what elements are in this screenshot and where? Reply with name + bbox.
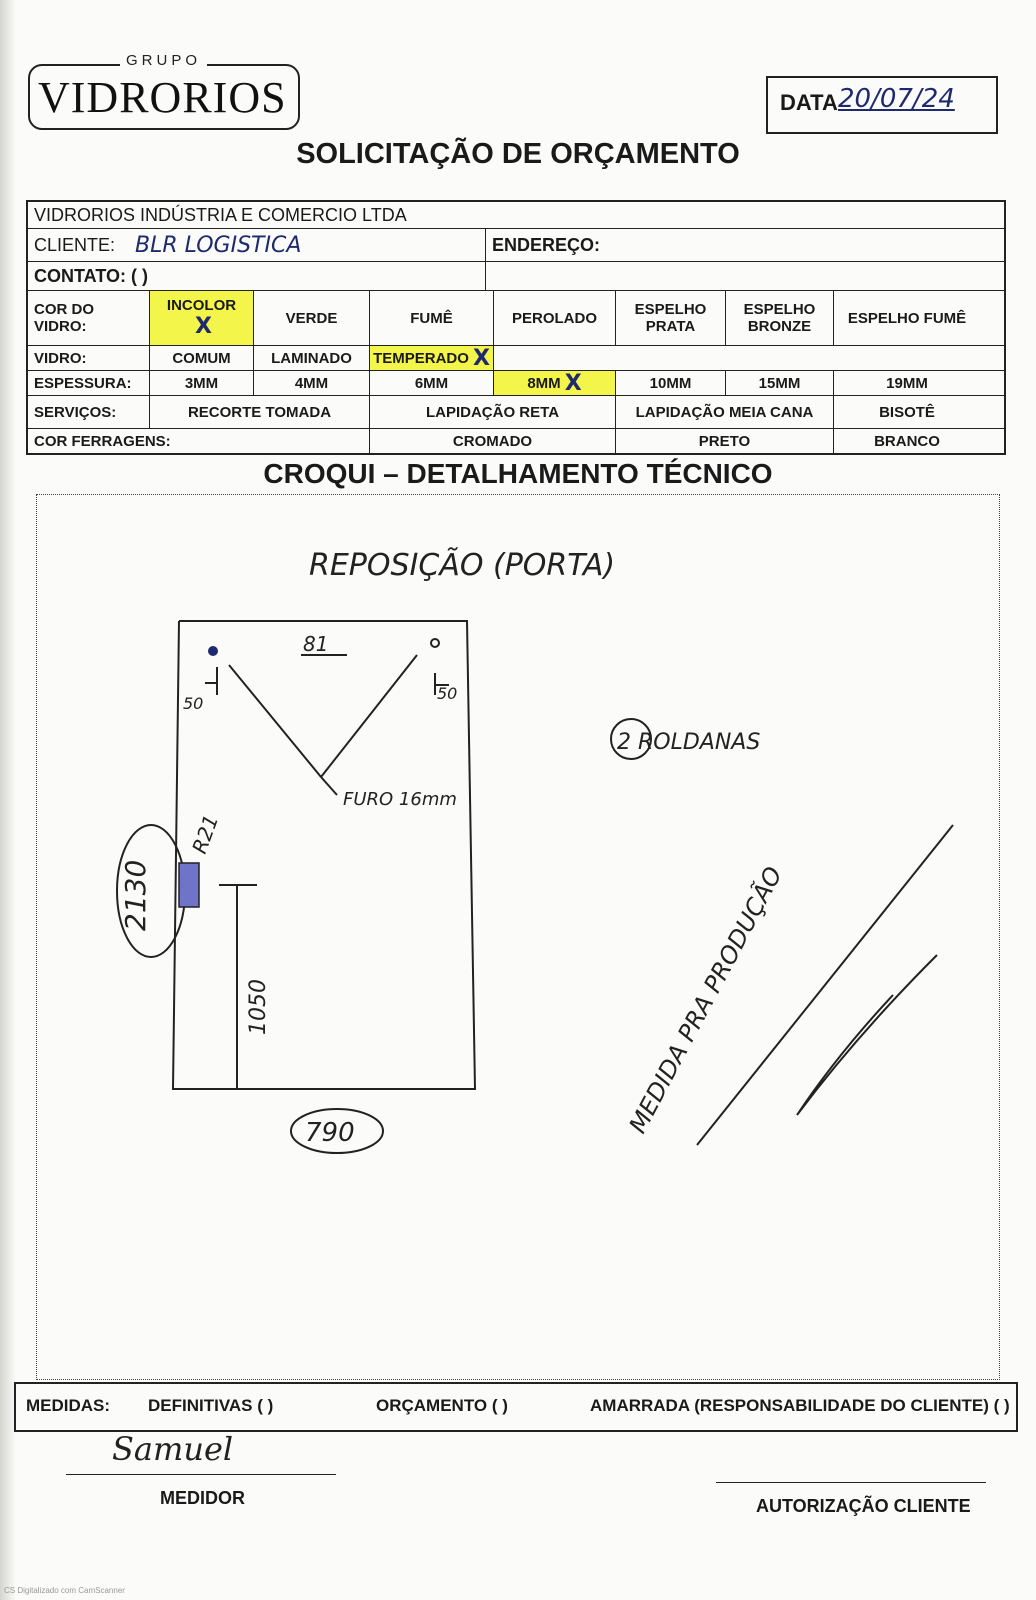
- date-box: [766, 76, 998, 134]
- color-option-perolado: PEROLADO: [494, 291, 616, 345]
- slash-line-curve: [797, 955, 937, 1115]
- company-logo: [28, 52, 298, 132]
- hole-left: [208, 646, 218, 656]
- color-option-label: INCOLOR: [166, 297, 237, 314]
- thickness-row: [28, 371, 1004, 396]
- option-amarrada: AMARRADA (RESPONSABILIDADE DO CLIENTE) ( ): [590, 1396, 1010, 1415]
- scanner-watermark: CS Digitalizado com CamScanner: [4, 1586, 125, 1595]
- client-row: [28, 229, 1004, 262]
- logo-grupo-text: GRUPO: [120, 52, 207, 69]
- radius-r21: R21: [187, 811, 224, 857]
- color-row: [28, 291, 1004, 346]
- services-row: [28, 396, 1004, 429]
- sketch-area: [36, 494, 1000, 1380]
- dim-50-left: 50: [183, 694, 204, 713]
- hardware-branco: BRANCO: [874, 432, 940, 450]
- dim-50-right: 50: [437, 684, 458, 703]
- color-option-verde: VERDE: [254, 291, 370, 345]
- color-option-fume: FUMÊ: [370, 291, 494, 345]
- glass-type-temperado: [370, 346, 494, 370]
- medidor-label: MEDIDOR: [160, 1488, 245, 1508]
- scan-edge-shadow: [0, 0, 16, 1600]
- service-lapidacao-reta: LAPIDAÇÃO RETA: [370, 396, 616, 428]
- measurements-footer: [14, 1382, 1018, 1432]
- logo-wordmark: VIDRORIOS: [38, 73, 287, 122]
- roldanas-note: 2 ROLDANAS: [617, 730, 761, 755]
- color-option-incolor: [150, 291, 254, 345]
- furo-label: FURO 16mm: [343, 789, 457, 810]
- thickness-15mm: 15MM: [726, 371, 834, 395]
- technical-sketch: [37, 495, 999, 1379]
- services-label: SERVIÇOS:: [28, 396, 150, 428]
- hole-right: [431, 639, 439, 647]
- furo-leader: [321, 777, 337, 795]
- service-bisote: BISOTÊ: [879, 403, 935, 421]
- glass-type-laminado: LAMINADO: [254, 346, 370, 370]
- order-form-table: [26, 200, 1006, 455]
- door-panel-outline: [173, 621, 475, 1089]
- thickness-19mm: 19MM: [886, 374, 928, 392]
- medidor-signature: Samuel: [112, 1430, 234, 1468]
- contact-row: [28, 262, 1004, 291]
- medidas-label: MEDIDAS:: [26, 1396, 111, 1415]
- address-label: ENDEREÇO:: [492, 234, 601, 255]
- check-mark-icon: X: [195, 314, 212, 339]
- company-name: VIDRORIOS INDÚSTRIA E COMERCIO LTDA: [34, 204, 407, 225]
- contact-label: CONTATO: ( ): [28, 262, 486, 290]
- v-line-left: [229, 665, 321, 777]
- thickness-label: ESPESSURA:: [28, 371, 150, 395]
- thickness-3mm: 3MM: [150, 371, 254, 395]
- thickness-6mm: 6MM: [370, 371, 494, 395]
- check-mark-icon: X: [472, 345, 490, 371]
- option-definitivas: DEFINITIVAS ( ): [148, 1396, 274, 1415]
- service-lapidacao-meia-cana: LAPIDAÇÃO MEIA CANA: [616, 396, 834, 428]
- hardware-color-label: COR FERRAGENS:: [28, 429, 370, 453]
- option-orcamento: ORÇAMENTO ( ): [376, 1396, 508, 1415]
- thickness-8mm: [494, 371, 616, 395]
- medidor-signature-line: [66, 1474, 336, 1475]
- page-title: SOLICITAÇÃO DE ORÇAMENTO: [296, 138, 740, 170]
- outlet-cutout: [179, 863, 199, 907]
- width-790: 790: [305, 1118, 355, 1148]
- hardware-preto: PRETO: [616, 429, 834, 453]
- glass-type-row: [28, 346, 1004, 371]
- color-option-espelho-bronze: ESPELHO BRONZE: [726, 291, 834, 345]
- height-2130: 2130: [119, 859, 152, 931]
- note-top: REPOSIÇÃO (PORTA): [309, 548, 616, 583]
- thickness-label-8mm: 8MM: [527, 374, 561, 392]
- client-authorization-line: [716, 1482, 986, 1483]
- client-label: CLIENTE:: [34, 234, 116, 255]
- glass-type-comum: COMUM: [150, 346, 254, 370]
- check-mark-icon: X: [564, 370, 582, 396]
- hardware-color-row: [28, 429, 1004, 453]
- date-label: DATA: [780, 90, 838, 115]
- client-value: BLR LOGISTICA: [135, 232, 302, 258]
- service-recorte-tomada: RECORTE TOMADA: [150, 396, 370, 428]
- thickness-4mm: 4MM: [254, 371, 370, 395]
- color-option-espelho-prata: ESPELHO PRATA: [616, 291, 726, 345]
- color-label: COR DO VIDRO:: [28, 291, 150, 345]
- slash-line-long: [697, 825, 953, 1145]
- hardware-cromado: CROMADO: [370, 429, 616, 453]
- v-line-right: [321, 655, 417, 777]
- client-authorization-label: AUTORIZAÇÃO CLIENTE: [756, 1496, 971, 1516]
- color-option-espelho-fume: ESPELHO FUMÊ: [847, 309, 967, 327]
- client-cell: [28, 229, 486, 261]
- medida-note: MEDIDA PRA PRODUÇÃO: [623, 862, 788, 1138]
- company-row: [28, 202, 1004, 229]
- date-value: 20/07/24: [838, 84, 955, 114]
- contact-blank: [486, 262, 1004, 290]
- sketch-section-title: CROQUI – DETALHAMENTO TÉCNICO: [263, 458, 773, 489]
- glass-type-label-temperado: TEMPERADO: [373, 349, 469, 367]
- dim-81: 81: [303, 632, 329, 656]
- dim-1050: 1050: [246, 979, 271, 1035]
- glass-type-blank: [494, 346, 980, 370]
- glass-type-label: VIDRO:: [28, 346, 150, 370]
- thickness-10mm: 10MM: [616, 371, 726, 395]
